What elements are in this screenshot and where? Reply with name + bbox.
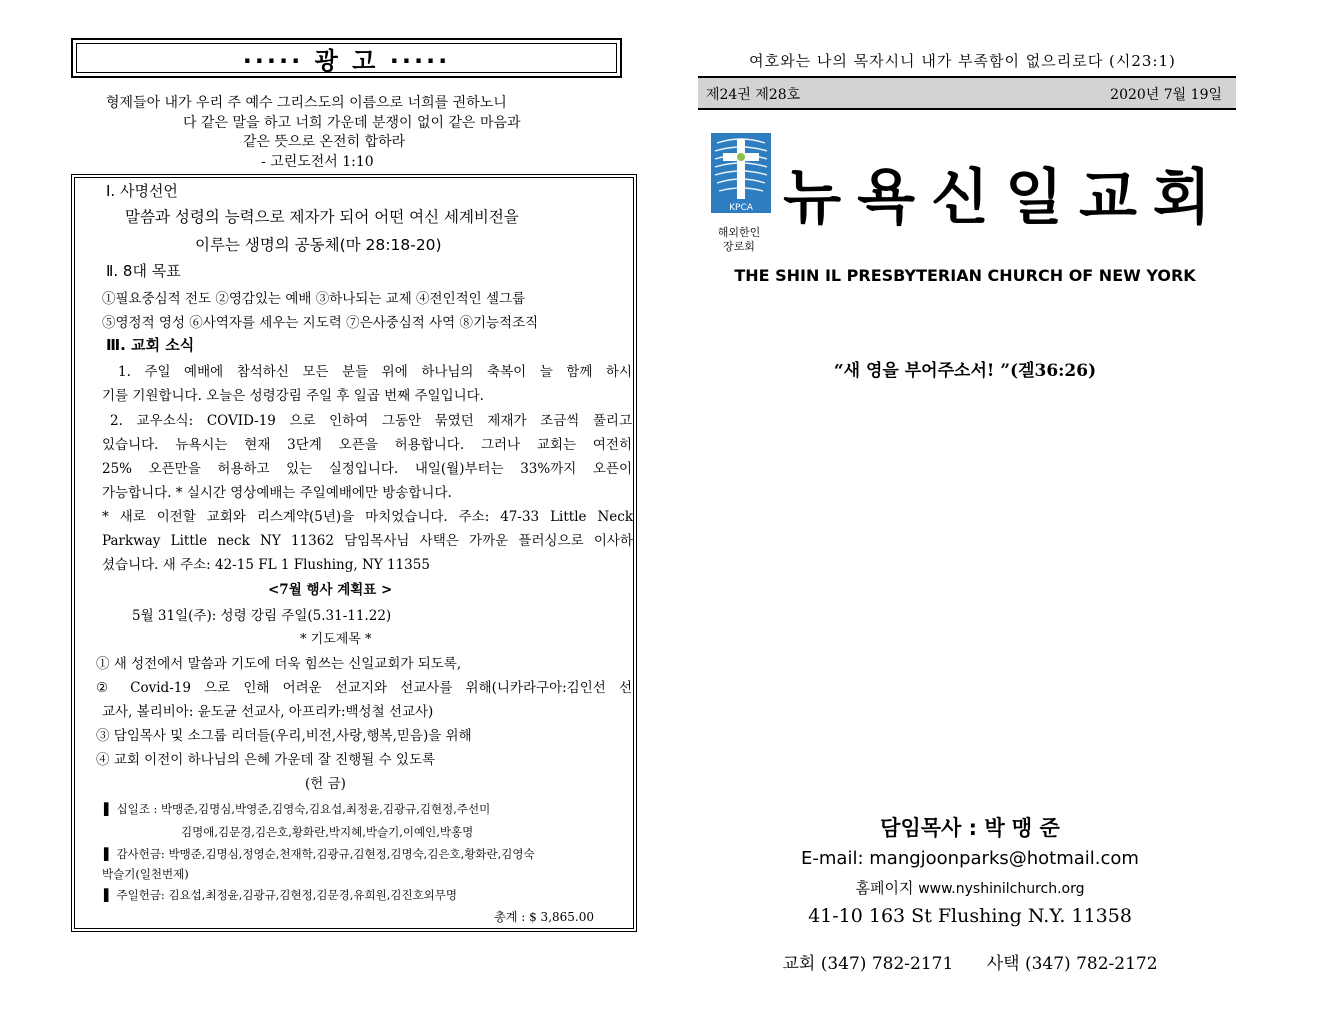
prayer-heading: * 기도제목 * <box>300 632 372 647</box>
homepage-link[interactable]: www.nyshinilchurch.org <box>918 881 1085 897</box>
offering-thanks: ▌ 감사헌금: 박맹준,김명심,정영순,천재학,김광규,김현정,김명숙,김은호,황화란,김영숙 <box>104 847 535 861</box>
news-line: Parkway Little neck NY 11362 담임목사님 사택은 가까운 플러싱으로 이사하 <box>102 533 633 549</box>
offering-sunday: ▌ 주일헌금: 김요섭,최정윤,김광규,김현정,김문경,유희원,김진호외무명 <box>104 888 458 902</box>
prayer-line: ② Covid-19 으로 인해 어려운 선교지와 선교사를 위해(니카라구아:김인선 선 <box>96 680 632 696</box>
offering-heading: (헌 금) <box>305 776 346 792</box>
issue-bar <box>698 76 1236 110</box>
prayer-line: ① 새 성전에서 말씀과 기도에 더욱 힘쓰는 신일교회가 되도록, <box>96 656 462 672</box>
prayer-line: ③ 담임목사 및 소그룹 리더들(우리,비전,사랑,행복,믿음)을 위해 <box>96 728 472 744</box>
pastor-name: 담임목사 : 박 맹 준 <box>880 816 1060 840</box>
offering-total: 총계 : $ 3,865.00 <box>494 910 594 924</box>
goals-heading: Ⅱ. 8대 목표 <box>106 262 181 280</box>
ad-header-box <box>71 38 622 78</box>
prayer-line: 교사, 볼리비아: 윤도균 선교사, 아프리카:백성철 선교사) <box>102 704 434 720</box>
news-line: 2. 교우소식: COVID-19 으로 인하여 그동안 묶였던 제재가 조금씩 풀리고 <box>110 413 632 429</box>
news-line: 기를 기원합니다. 오늘은 성령강림 주일 후 일곱 번째 주일입니다. <box>102 388 484 404</box>
offering-thanks-cont: 박슬기(일천번제) <box>102 867 189 881</box>
cross-globe-icon <box>711 133 771 213</box>
goals-line: ①필요중심적 전도 ②영감있는 예배 ③하나되는 교제 ④전인적인 셀그룹 <box>102 291 526 307</box>
news-line: 가능합니다. * 실시간 영상예배는 주일예배에만 방송합니다. <box>102 485 452 501</box>
home-phone: 사택 (347) 782-2172 <box>986 954 1158 974</box>
news-line: 있습니다. 뉴욕시는 현재 3단계 오픈을 허용합니다. 그러나 교회는 여전히 <box>102 437 632 453</box>
ad-verse <box>71 94 618 172</box>
verse-line: 형제들아 내가 우리 주 예수 그리스도의 이름으로 너희를 권하노니 <box>106 95 507 111</box>
logo-label: KPCA <box>729 203 753 213</box>
verse-line: 같은 뜻으로 온전히 합하라 <box>243 134 406 150</box>
mission-line: 이루는 생명의 공동체(마 28:18-20) <box>195 236 442 254</box>
church-phone: 교회 (347) 782-2171 <box>782 954 954 974</box>
verse-line: 다 같은 말을 하고 너희 가운데 분쟁이 없이 같은 마음과 <box>183 114 521 131</box>
church-name-korean: 뉴욕신일교회 <box>783 163 1227 233</box>
church-address: 41-10 163 St Flushing N.Y. 11358 <box>808 905 1132 927</box>
issue-volume: 제24권 제28호 <box>706 87 801 103</box>
mission-heading: Ⅰ. 사명선언 <box>106 182 178 200</box>
kpca-logo <box>711 133 771 213</box>
news-line: 1. 주일 예배에 참석하신 모든 분들 위에 하나님의 축복이 늘 함께 하시 <box>118 364 632 380</box>
prayer-line: ④ 교회 이전이 하나님의 은혜 가운데 잘 진행될 수 있도록 <box>96 752 436 768</box>
logo-org-line: 장로회 <box>723 240 755 253</box>
homepage <box>690 877 1250 898</box>
email-address: E-mail: mangjoonparks@hotmail.com <box>801 848 1139 869</box>
news-line: * 새로 이전할 교회와 리스계약(5년)을 마치었습니다. 주소: 47-33 Little Neck <box>102 509 633 525</box>
news-line: 25% 오픈만을 허용하고 있는 실정입니다. 내일(월)부터는 33%까지 오픈이 <box>102 461 632 477</box>
verse-reference: - 고린도전서 1:10 <box>261 153 374 170</box>
homepage-label: 홈페이지 <box>855 879 914 897</box>
news-heading: Ⅲ. 교회 소식 <box>106 336 195 354</box>
schedule-item: 5월 31일(주): 성령 강림 주일(5.31-11.22) <box>132 608 392 624</box>
news-line: 셨습니다. 새 주소: 42-15 FL 1 Flushing, NY 11355 <box>102 557 430 573</box>
logo-org <box>699 226 779 254</box>
offering-tithe: ▌ 십일조 : 박맹준,김명심,박영준,김영숙,김요섭,최정윤,김광규,김현정,주선미 <box>104 802 491 816</box>
top-verse: 여호와는 나의 목자시니 내가 부족함이 없으리로다 (시23:1) <box>749 52 1176 70</box>
offering-tithe-cont: 김명애,김문경,김은호,황화란,박지혜,박슬기,이예인,박홍명 <box>181 825 474 839</box>
schedule-heading: <7월 행사 계획표 > <box>268 582 393 598</box>
ad-title: ····· 광 고 ····· <box>76 43 617 73</box>
church-name-english: THE SHIN IL PRESBYTERIAN CHURCH OF NEW YORK <box>734 266 1196 285</box>
theme-verse: “새 영을 부어주소서! ”(겔36:26) <box>833 361 1097 381</box>
logo-org-line: 해외한인 <box>717 226 761 239</box>
goals-line: ⑤영정적 영성 ⑥사역자를 세우는 지도력 ⑦은사중심적 사역 ⑧기능적조직 <box>102 315 539 331</box>
issue-date: 2020년 7월 19일 <box>1110 87 1222 103</box>
phone-numbers <box>690 949 1250 974</box>
mission-line: 말씀과 성령의 능력으로 제자가 되어 어떤 여신 세계비전을 <box>125 208 519 226</box>
